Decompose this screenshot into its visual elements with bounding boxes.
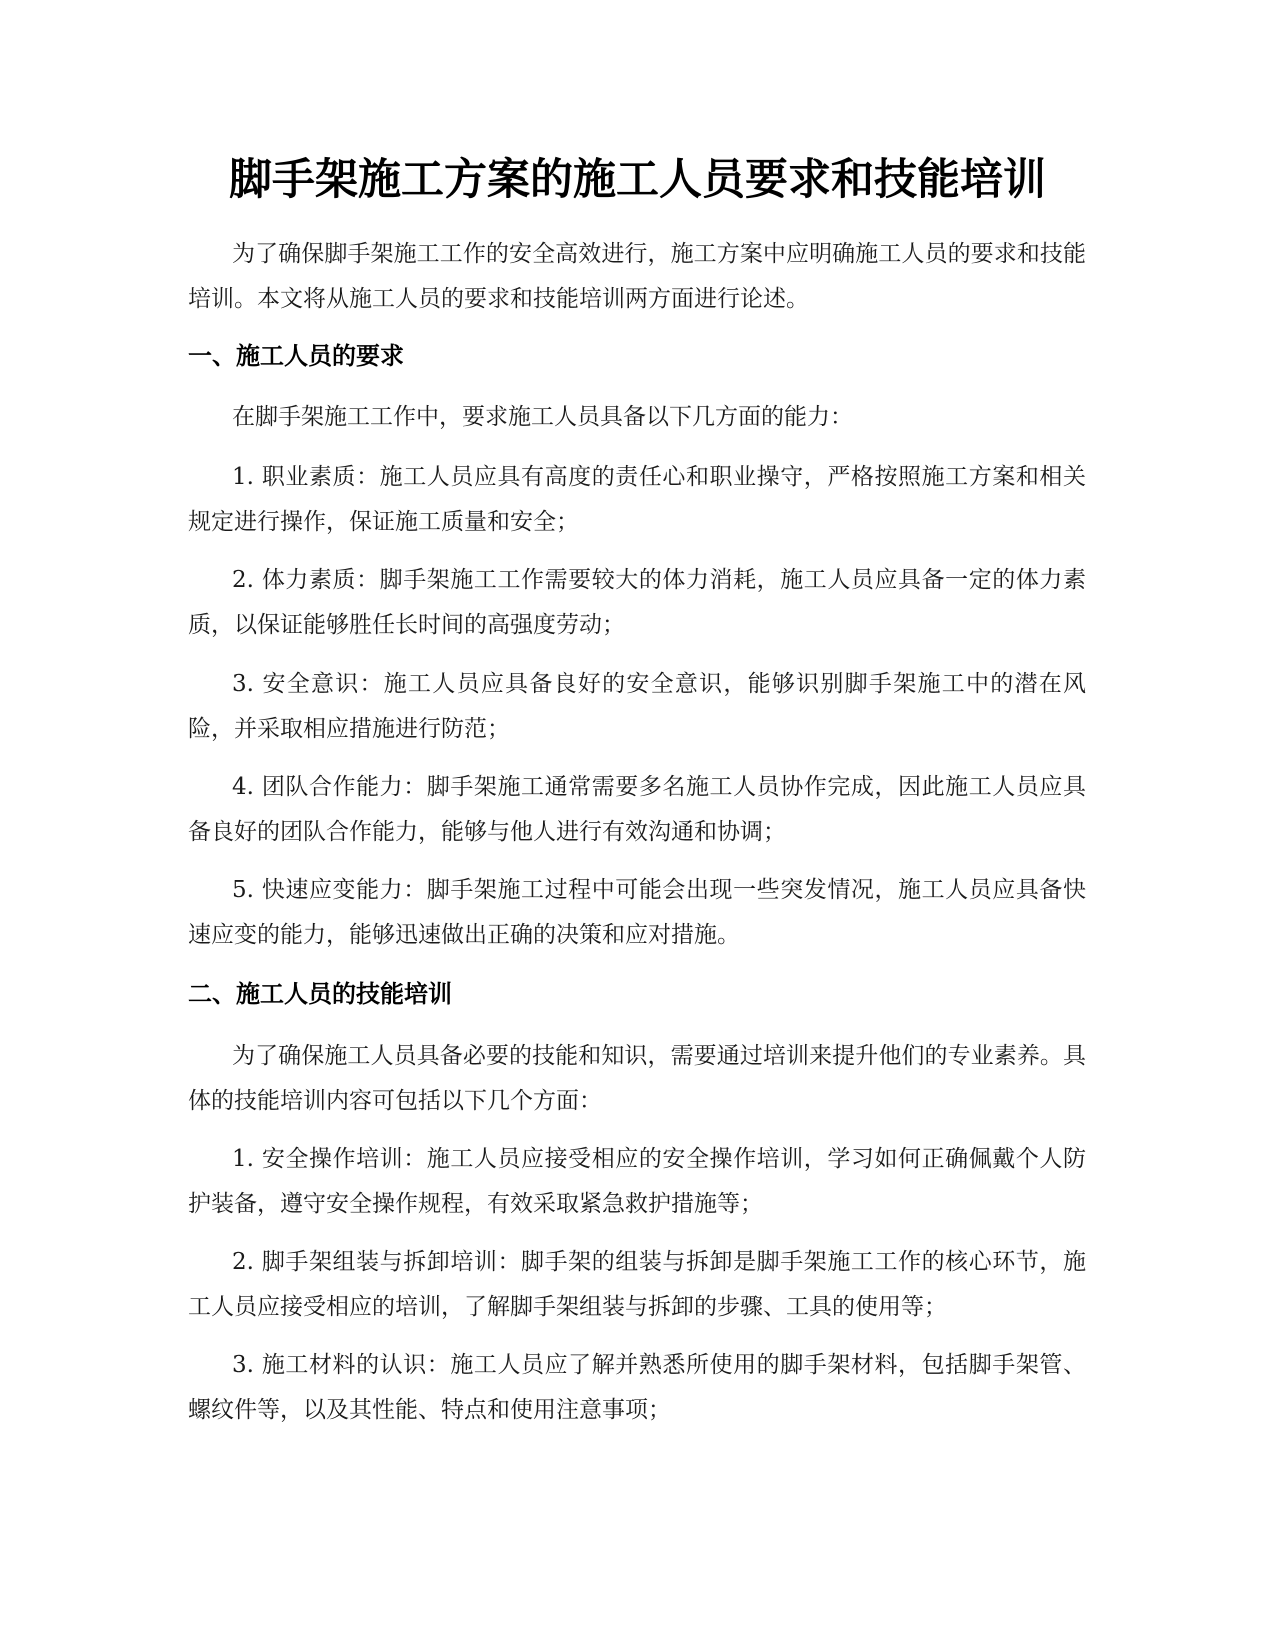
section-lead-paragraph: 在脚手架施工工作中，要求施工人员具备以下几方面的能力： <box>232 404 853 430</box>
section-heading-requirements: 一、施工人员的要求 <box>188 342 404 370</box>
list-item: 4. 团队合作能力：脚手架施工通常需要多名施工人员协作完成，因此施工人员应具备良好的团队合作能力，能够与他人进行有效沟通和协调； <box>188 774 1086 845</box>
document-title: 脚手架施工方案的施工人员要求和技能培训 <box>229 155 1046 205</box>
list-item: 2. 脚手架组装与拆卸培训：脚手架的组装与拆卸是脚手架施工工作的核心环节，施工人员应接受相应的培训，了解脚手架组装与拆卸的步骤、工具的使用等； <box>188 1249 1086 1320</box>
list-item: 3. 安全意识：施工人员应具备良好的安全意识，能够识别脚手架施工中的潜在风险，并采取相应措施进行防范； <box>188 671 1086 742</box>
intro-paragraph: 为了确保脚手架施工工作的安全高效进行，施工方案中应明确施工人员的要求和技能培训。本文将从施工人员的要求和技能培训两方面进行论述。 <box>188 241 1086 312</box>
list-item: 5. 快速应变能力：脚手架施工过程中可能会出现一些突发情况，施工人员应具备快速应变的能力，能够迅速做出正确的决策和应对措施。 <box>188 877 1086 948</box>
list-item: 3. 施工材料的认识：施工人员应了解并熟悉所使用的脚手架材料，包括脚手架管、螺纹件等，以及其性能、特点和使用注意事项； <box>188 1352 1086 1423</box>
list-item: 1. 职业素质：施工人员应具有高度的责任心和职业操守，严格按照施工方案和相关规定进行操作，保证施工质量和安全； <box>188 464 1086 535</box>
list-item: 1. 安全操作培训：施工人员应接受相应的安全操作培训，学习如何正确佩戴个人防护装备，遵守安全操作规程，有效采取紧急救护措施等； <box>188 1146 1086 1217</box>
section-lead-paragraph: 为了确保施工人员具备必要的技能和知识，需要通过培训来提升他们的专业素养。具体的技能培训内容可包括以下几个方面： <box>188 1043 1086 1114</box>
list-item: 2. 体力素质：脚手架施工工作需要较大的体力消耗，施工人员应具备一定的体力素质，以保证能够胜任长时间的高强度劳动； <box>188 567 1086 638</box>
section-heading-training: 二、施工人员的技能培训 <box>188 980 452 1008</box>
